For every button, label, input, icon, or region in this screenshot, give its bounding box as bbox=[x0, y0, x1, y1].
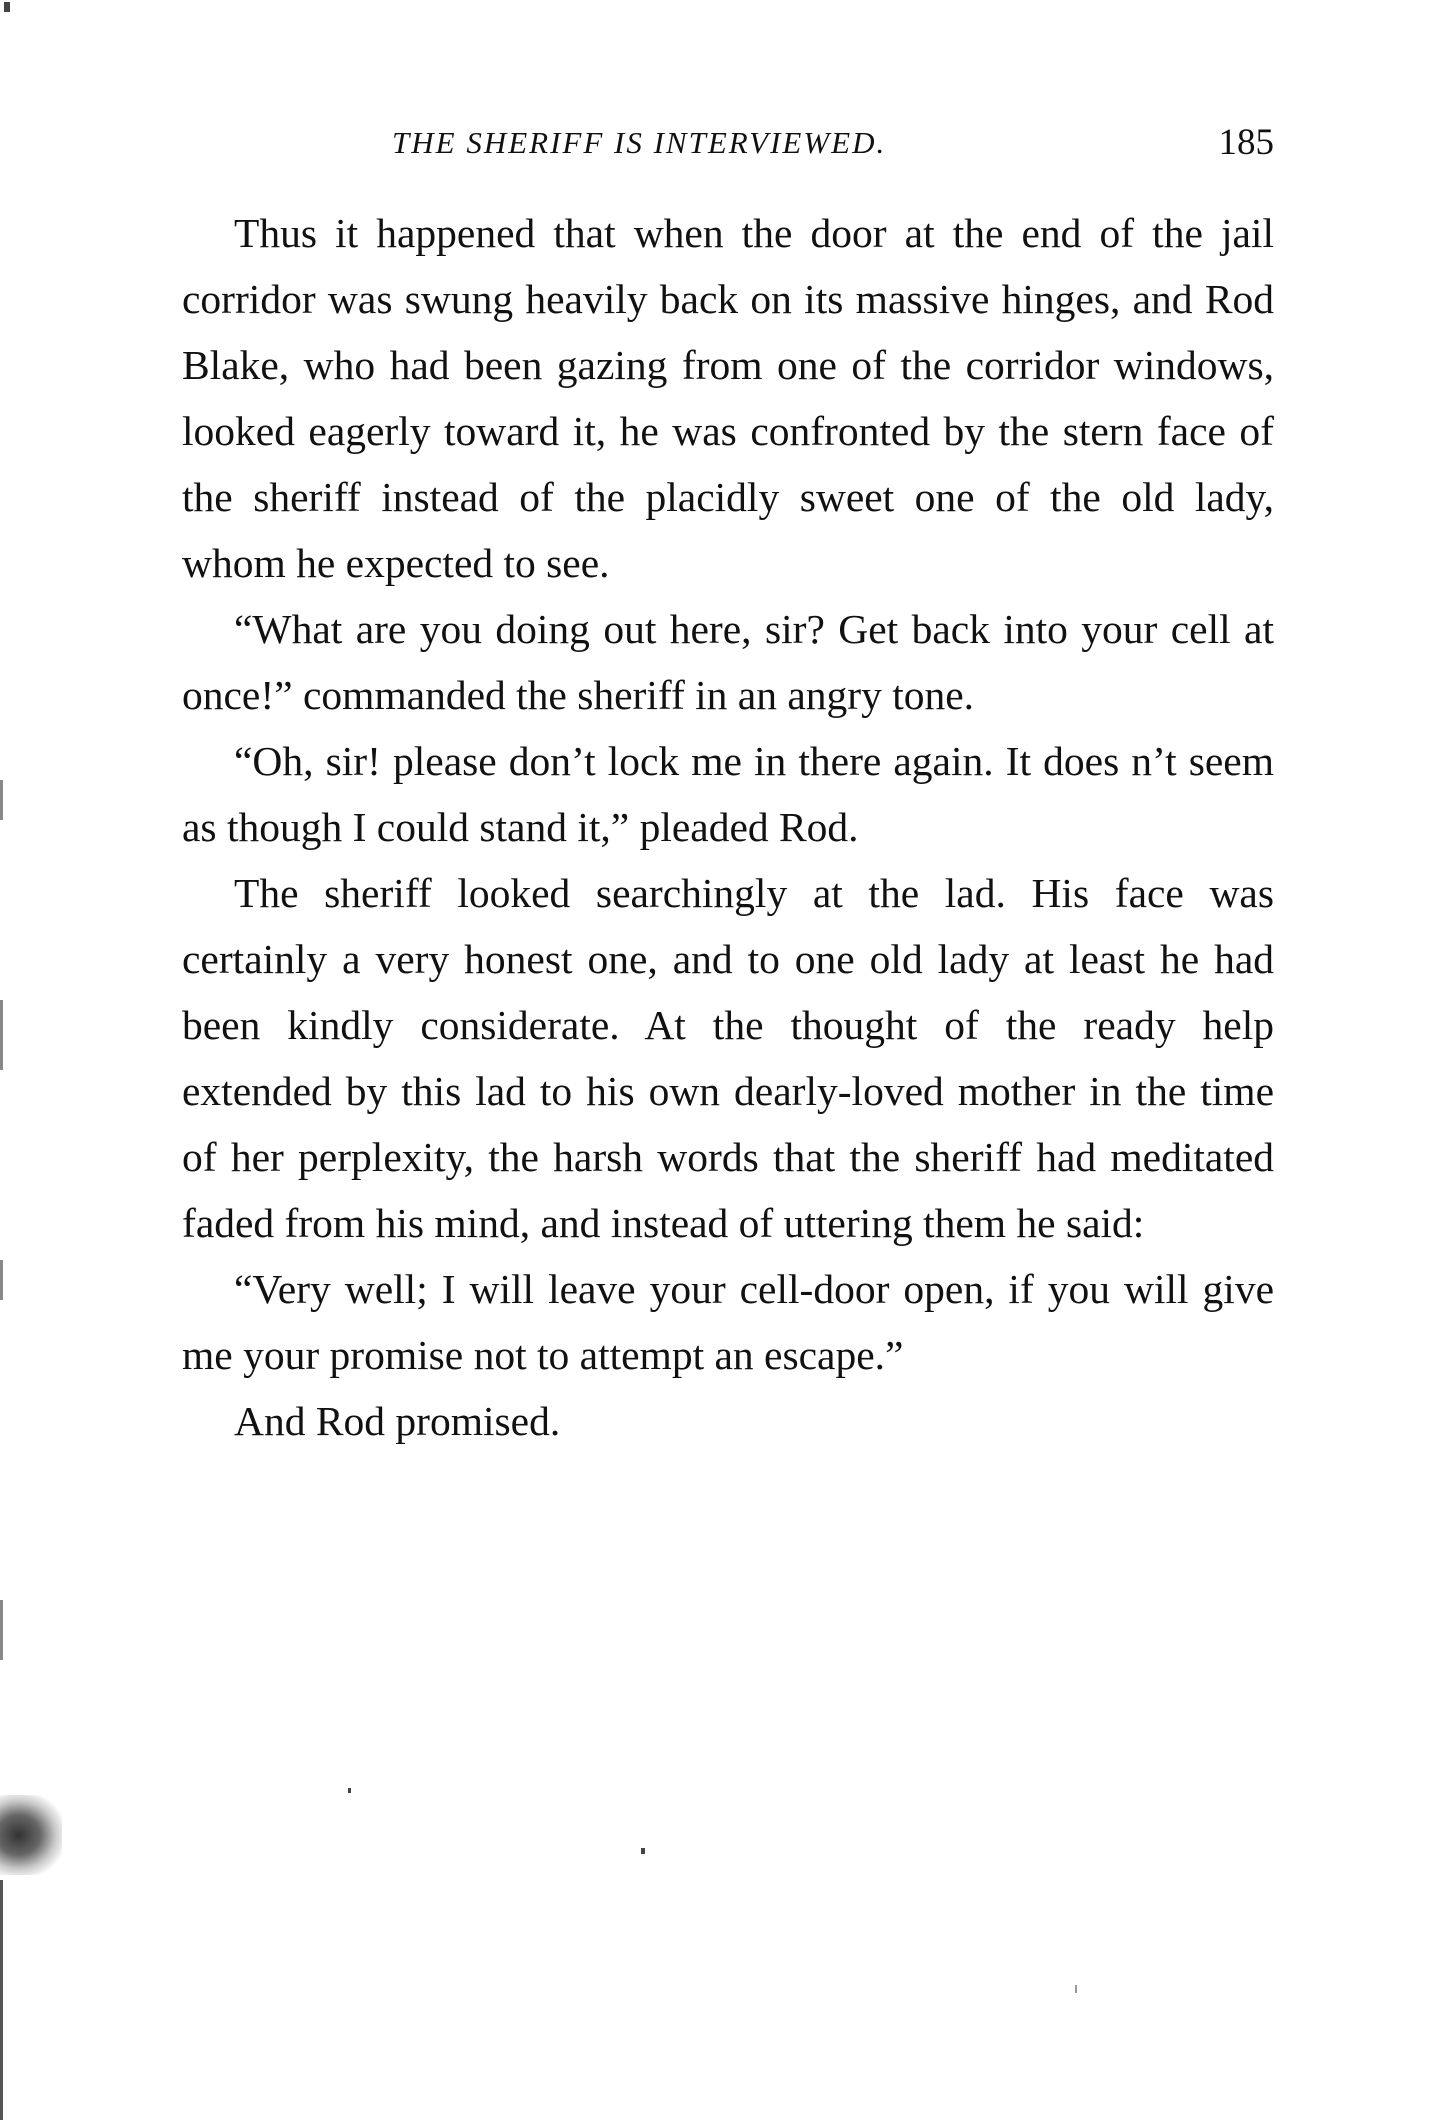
paragraph: Thus it happened that when the door at the end of the jail corridor was swung heavily back on its massive hinges, and Rod Blake, who had been gazing from one of the corridor windows, looked eagerly toward it, he was confronted by the stern face of the sheriff instead of the placidly sweet one of the old lady, whom he expected to see. bbox=[182, 210, 1274, 586]
margin-mark bbox=[0, 1880, 3, 2120]
scan-speck bbox=[4, 2, 10, 12]
margin-mark bbox=[0, 1600, 3, 1660]
margin-mark bbox=[0, 1260, 3, 1300]
running-title: THE SHERIFF IS INTERVIEWED. bbox=[392, 125, 887, 160]
scan-speck bbox=[348, 1788, 351, 1793]
running-header bbox=[182, 118, 1274, 168]
paragraph: “Very well; I will leave your cell-door open, if you will give me your promise not to attempt an escape.” bbox=[182, 1266, 1274, 1378]
margin-mark bbox=[0, 1000, 3, 1070]
paragraph: “What are you doing out here, sir? Get back into your cell at once!” commanded the sheriff in an angry tone. bbox=[182, 606, 1274, 718]
paragraph: The sheriff looked searchingly at the lad. His face was certainly a very honest one, and to one old lady at least he had been kindly considerate. At the thought of the ready help extended by this lad to his own dearly-loved mother in the time of her perplexity, the harsh words that the sheriff had meditated faded from his mind, and instead of uttering them he said: bbox=[182, 870, 1274, 1246]
scan-speck bbox=[1075, 1985, 1077, 1993]
scan-blot bbox=[0, 1795, 62, 1875]
paragraph: “Oh, sir! please don’t lock me in there again. It does n’t seem as though I could stand it,” pleaded Rod. bbox=[182, 738, 1274, 850]
margin-mark bbox=[0, 780, 3, 820]
scan-speck bbox=[641, 1848, 645, 1854]
page-number: 185 bbox=[1218, 122, 1274, 163]
paragraph: And Rod promised. bbox=[234, 1398, 561, 1444]
body-text bbox=[182, 200, 1274, 1454]
